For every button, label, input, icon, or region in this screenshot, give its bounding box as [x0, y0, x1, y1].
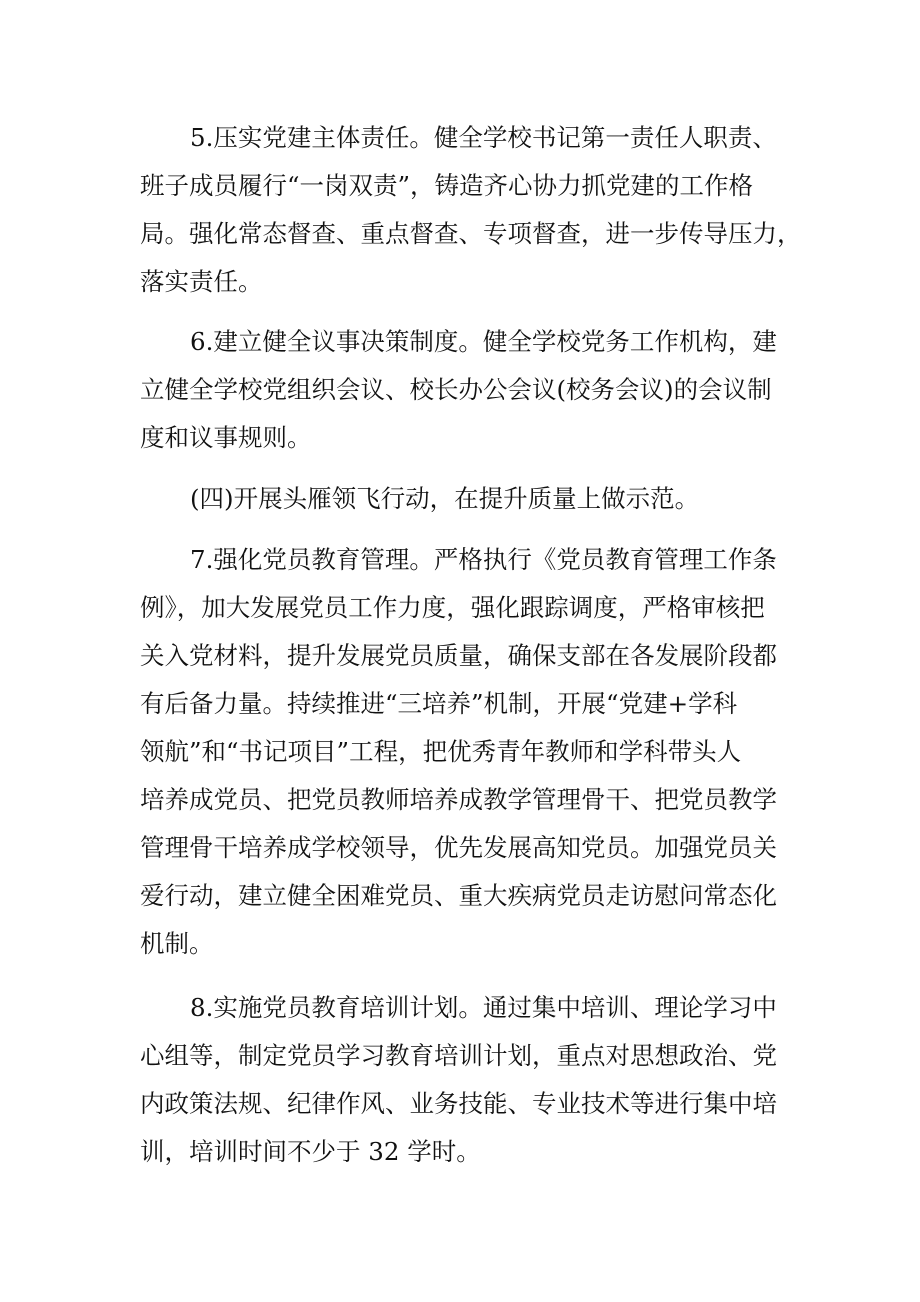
text-line: 8.实施党员教育培训计划。通过集中培训、理论学习中 [190, 993, 777, 1022]
text-line: 领航”和“书记项目”工程，把优秀青年教师和学科带头人 [140, 737, 742, 766]
text-line: 管理骨干培养成学校领导，优先发展高知党员。加强党员关 [140, 833, 777, 862]
text-line: 机制。 [140, 929, 214, 958]
text-line: 内政策法规、纪律作风、业务技能、专业技术等进行集中培 [140, 1089, 777, 1118]
paragraph-6-decision-system [140, 318, 800, 462]
text-line: 立健全学校党组织会议、校长办公会议(校务会议)的会议制 [140, 375, 772, 404]
text-line: 培养成党员、把党员教师培养成教学管理骨干、把党员教学 [140, 785, 777, 814]
text-line: 训，培训时间不少于 32 学时。 [140, 1137, 481, 1166]
text-line: 爱行动，建立健全困难党员、重大疾病党员走访慰问常态化 [140, 881, 777, 910]
text-line: 5.压实党建主体责任。健全学校书记第一责任人职责、 [190, 123, 777, 152]
text-line: 度和议事规则。 [140, 423, 312, 452]
text-line: 7.强化党员教育管理。严格执行《党员教育管理工作条 [190, 545, 777, 574]
text-line: 班子成员履行“一岗双责”，铸造齐心协力抓党建的工作格 [140, 171, 754, 200]
text-line: 6.建立健全议事决策制度。健全学校党务工作机构，建 [190, 327, 777, 356]
text-line: 例》，加大发展党员工作力度，强化跟踪调度，严格审核把 [140, 593, 765, 622]
paragraph-5-party-responsibility [140, 114, 800, 306]
paragraph-8-training-plan [140, 984, 800, 1176]
text-line: 心组等，制定党员学习教育培训计划，重点对思想政治、党 [140, 1041, 777, 1070]
text-line: 落实责任。 [140, 267, 263, 296]
section-heading-text: (四)开展头雁领飞行动，在提升质量上做示范。 [190, 484, 700, 513]
paragraph-7-member-management [140, 536, 800, 968]
text-line: 局。强化常态督查、重点督查、专项督查，进一步传导压力， [140, 219, 802, 248]
text-line: 有后备力量。持续推进“三培养”机制，开展“党建+学科 [140, 689, 738, 718]
text-line: 关入党材料，提升发展党员质量，确保支部在各发展阶段都 [140, 641, 777, 670]
section-heading-4 [140, 475, 800, 523]
